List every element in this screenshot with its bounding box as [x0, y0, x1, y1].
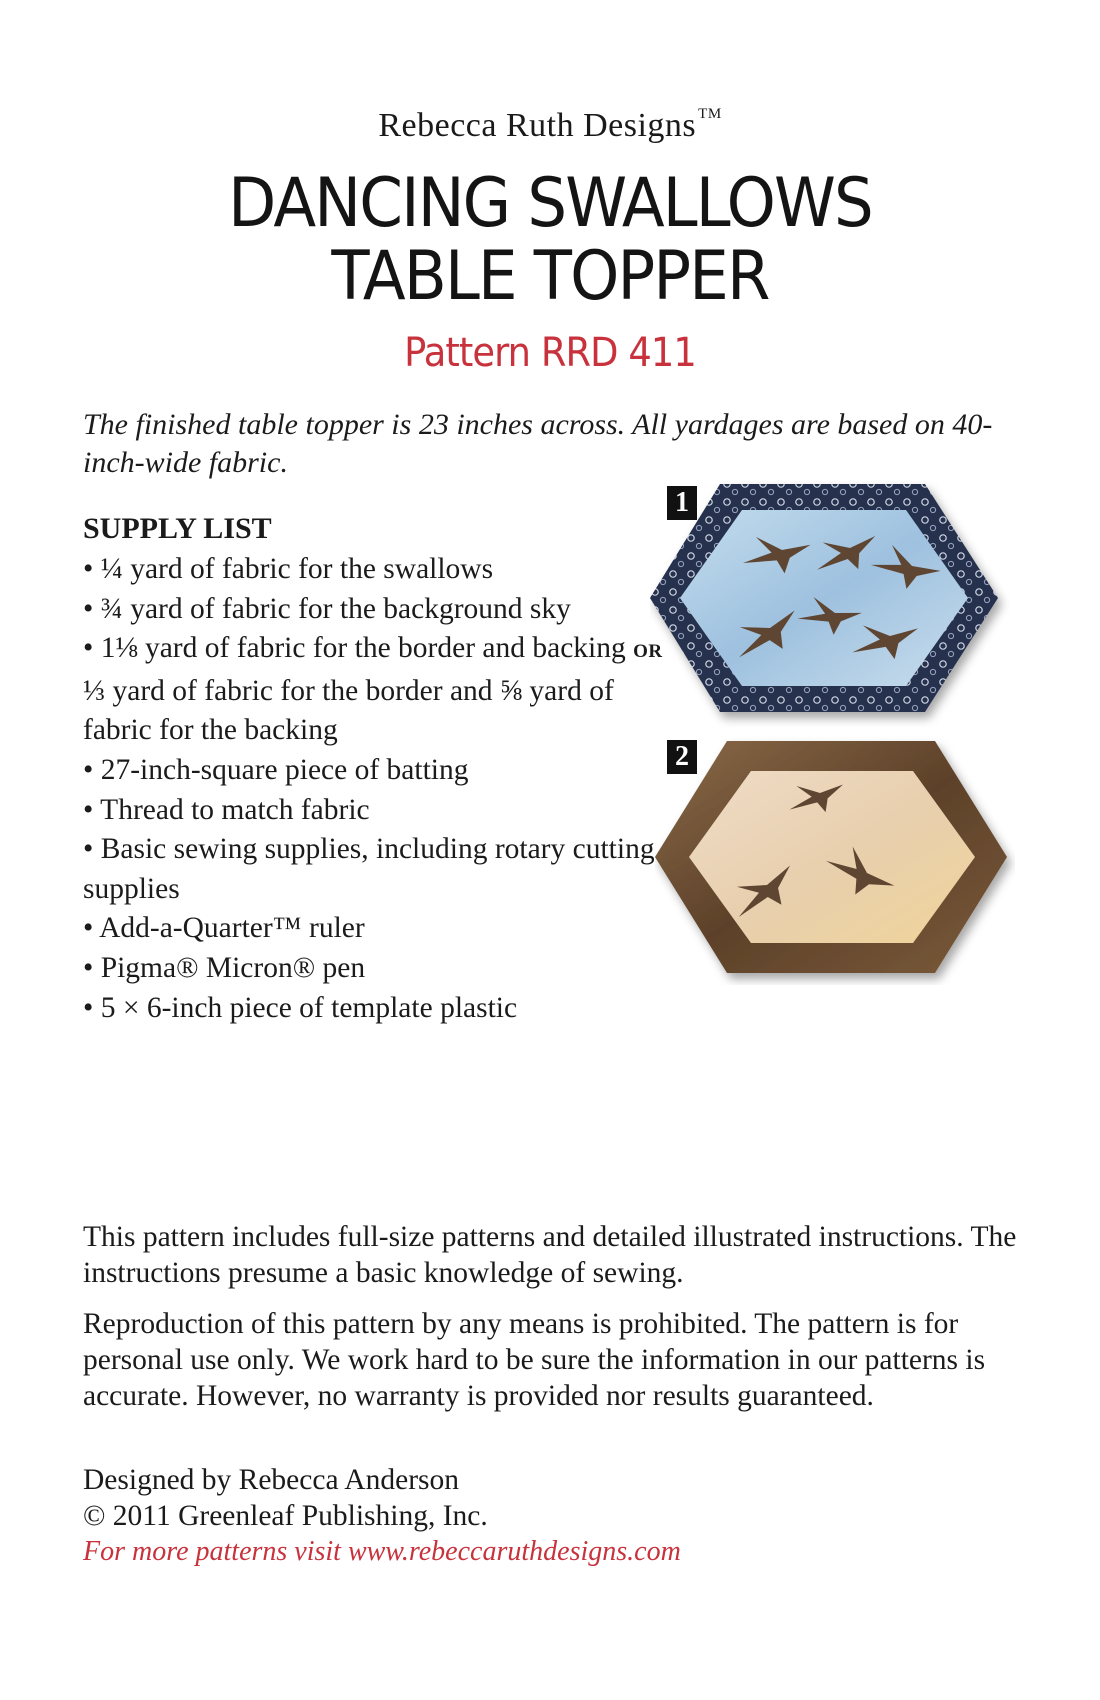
supply-item: • Pigma® Micron® pen: [83, 949, 663, 989]
supply-item-text: 1⅛ yard of fabric for the border and backing: [100, 632, 626, 665]
supply-item: • 5 × 6-inch piece of template plastic: [83, 989, 663, 1029]
copyright-notice: © 2011 Greenleaf Publishing, Inc.: [83, 1500, 488, 1532]
pattern-title-line1: DANCING SWALLOWS: [228, 164, 872, 243]
supply-item-text: ⅓ yard of fabric for the border and ⅝ yard of fabric for the backing: [83, 674, 614, 747]
supply-list-heading: SUPPLY LIST: [83, 512, 272, 545]
pattern-title-line2: TABLE TOPPER: [331, 237, 769, 316]
brand-text: Rebecca Ruth Designs: [378, 107, 697, 144]
photo-number-badge: 1: [667, 486, 697, 520]
supply-item: • ¼ yard of fabric for the swallows: [83, 550, 663, 590]
supply-item: • 27-inch-square piece of batting: [83, 751, 663, 791]
pattern-number: Pattern RRD 411: [404, 330, 696, 376]
designer-credit: Designed by Rebecca Anderson: [83, 1464, 460, 1496]
supply-item: • Basic sewing supplies, including rotary cutting supplies: [83, 830, 663, 909]
supply-item: [83, 629, 663, 751]
website-link[interactable]: For more patterns visit www.rebeccaruthdesigns.com: [83, 1536, 681, 1567]
pattern-includes-paragraph: This pattern includes full-size patterns and detailed illustrated instructions. The instructions presume a basic knowledge of sewing.: [83, 1221, 1017, 1289]
reproduction-notice: Reproduction of this pattern by any means is prohibited. The pattern is for personal use only. We work hard to be sure the information in our patterns is accurate. However, no warranty is provided nor results guaranteed.: [83, 1308, 986, 1412]
brown-table-topper-photo: [655, 735, 1015, 985]
blue-table-topper-photo: [650, 478, 1010, 728]
photo-number-badge: 2: [667, 740, 697, 774]
brand-name: [0, 106, 1100, 145]
supply-list: [83, 550, 663, 1028]
trademark-mark: TM: [698, 106, 722, 122]
supply-item: • ¾ yard of fabric for the background sky: [83, 590, 663, 630]
supply-item: • Add-a-Quarter™ ruler: [83, 909, 663, 949]
supply-item: • Thread to match fabric: [83, 791, 663, 831]
or-label: OR: [633, 641, 663, 663]
intro-text: The finished table topper is 23 inches across. All yardages are based on 40-inch-wide fabric.: [83, 408, 993, 479]
